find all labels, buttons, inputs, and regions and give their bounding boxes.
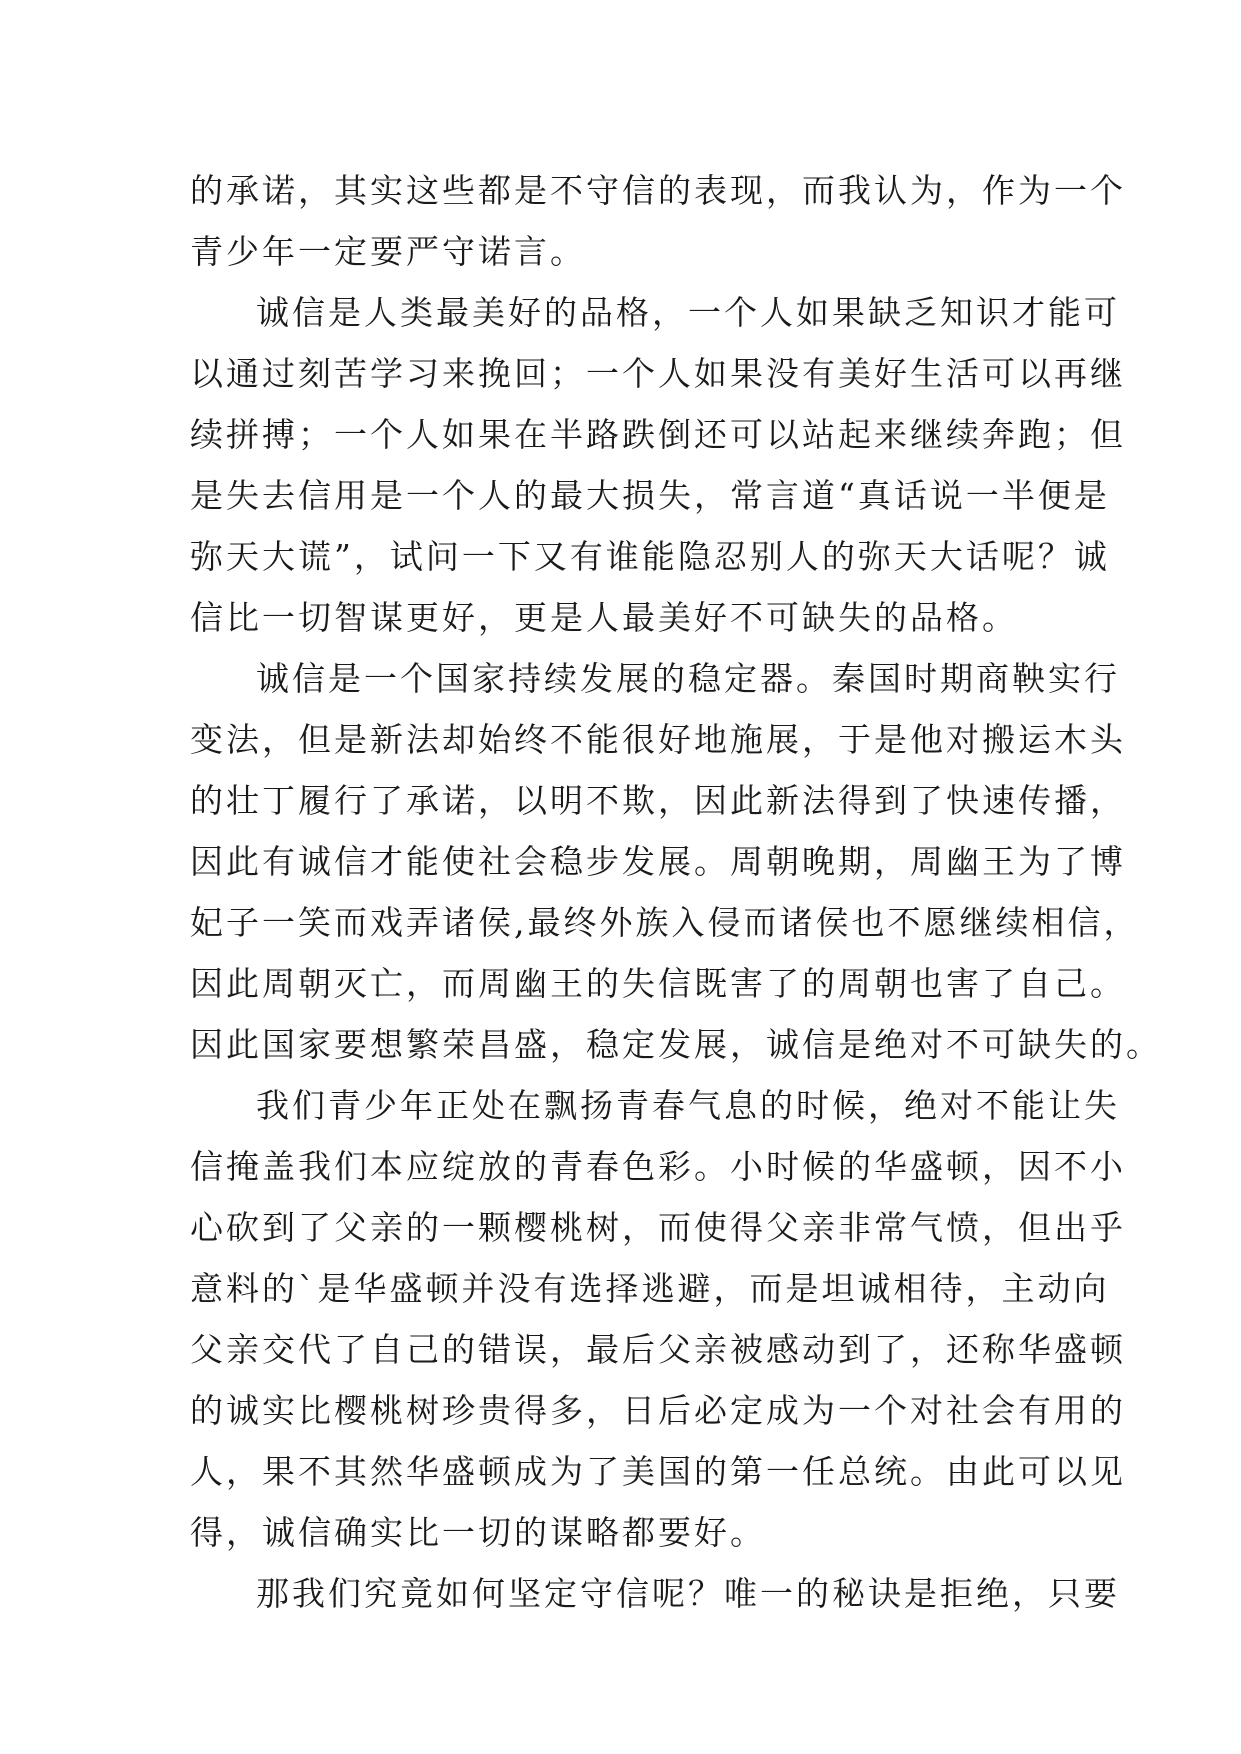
text-line: 信掩盖我们本应绽放的青春色彩。小时候的华盛顿，因不小 (190, 1147, 1126, 1186)
text-line: 父亲交代了自己的错误，最后父亲被感动到了，还称华盛顿 (190, 1330, 1126, 1369)
paragraph-first-line: 那我们究竟如何坚定守信呢？唯一的秘诀是拒绝，只要 (256, 1574, 1120, 1613)
text-line: 因此有诚信才能使社会稳步发展。周朝晚期，周幽王为了博 (190, 842, 1126, 881)
paragraph-first-line: 诚信是人类最美好的品格，一个人如果缺乏知识才能可 (256, 293, 1120, 332)
text-line: 青少年一定要严守诺言。 (190, 232, 586, 271)
text-line: 妃子一笑而戏弄诸侯,最终外族入侵而诸侯也不愿继续相信， (190, 903, 1140, 942)
text-line: 得，诚信确实比一切的谋略都要好。 (190, 1513, 766, 1552)
text-line: 的承诺，其实这些都是不守信的表现，而我认为，作为一个 (190, 171, 1126, 210)
text-line: 以通过刻苦学习来挽回；一个人如果没有美好生活可以再继 (190, 354, 1126, 393)
text-line: 是失去信用是一个人的最大损失，常言道“真话说一半便是 (190, 476, 1110, 515)
text-line: 续拼搏；一个人如果在半路跌倒还可以站起来继续奔跑；但 (190, 415, 1126, 454)
paragraph-first-line: 我们青少年正处在飘扬青春气息的时候，绝对不能让失 (256, 1086, 1120, 1125)
paragraph-first-line: 诚信是一个国家持续发展的稳定器。秦国时期商鞅实行 (256, 659, 1120, 698)
text-line: 心砍到了父亲的一颗樱桃树，而使得父亲非常气愤，但出乎 (190, 1208, 1126, 1247)
text-line: 的壮丁履行了承诺，以明不欺，因此新法得到了快速传播， (190, 781, 1126, 820)
text-line: 信比一切智谋更好，更是人最美好不可缺失的品格。 (190, 598, 1018, 637)
text-line: 弥天大谎”，试问一下又有谁能隐忍别人的弥天大话呢？诚 (190, 537, 1110, 576)
text-line: 因此周朝灭亡，而周幽王的失信既害了的周朝也害了自己。 (190, 964, 1126, 1003)
text-line: 因此国家要想繁荣昌盛，稳定发展，诚信是绝对不可缺失的。 (190, 1025, 1162, 1064)
text-line: 的诚实比樱桃树珍贵得多，日后必定成为一个对社会有用的 (190, 1391, 1126, 1430)
text-line: 意料的`是华盛顿并没有选择逃避，而是坦诚相待，主动向 (190, 1269, 1110, 1308)
body-text (190, 160, 1162, 1624)
text-line: 人，果不其然华盛顿成为了美国的第一任总统。由此可以见 (190, 1452, 1126, 1491)
text-line: 变法，但是新法却始终不能很好地施展，于是他对搬运木头 (190, 720, 1126, 759)
